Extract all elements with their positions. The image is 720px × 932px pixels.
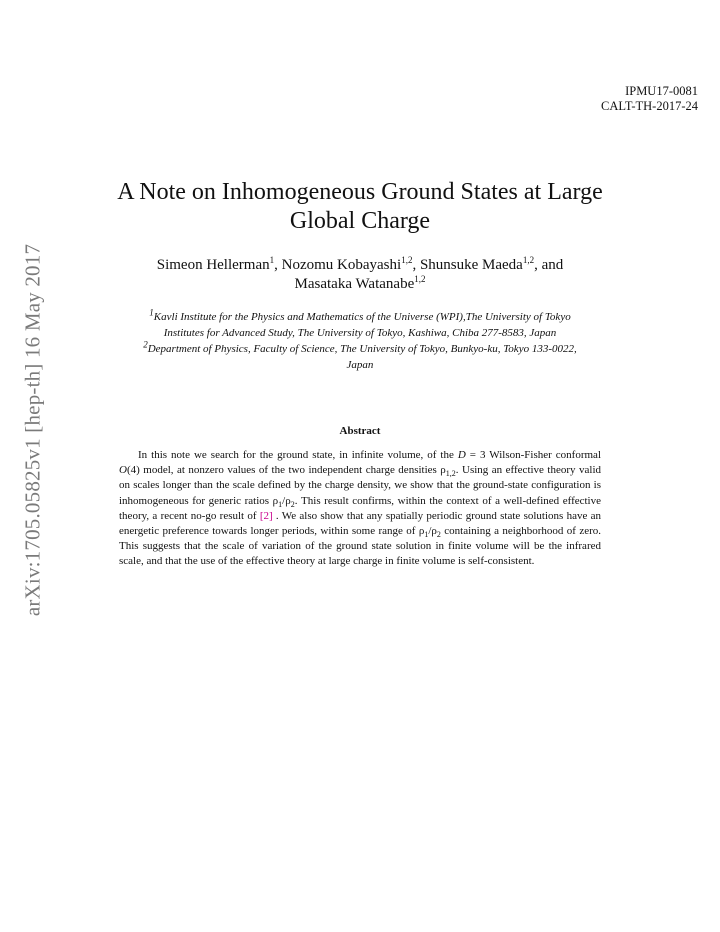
report-numbers	[601, 84, 698, 114]
affiliation-line	[60, 325, 660, 341]
abstract-text: = 3 Wilson-Fisher conformal	[465, 449, 601, 461]
math-symbol: ρ	[272, 494, 279, 507]
author-name: Simeon Hellerman	[156, 257, 270, 273]
paper-title	[0, 178, 720, 236]
author-line: Simeon Hellerman$^1$, Nozomu Kobayashi$^{1,2}$, Shunsuke Maeda$^{1,2}$, and	[156, 255, 564, 273]
math-subscript: 2	[290, 499, 295, 509]
report-number: IPMU17-0081	[625, 84, 698, 98]
affiliation-text: Institutes for Advanced Study, The University of Tokyo, Kashiwa, Chiba 277-8583, Japan	[163, 327, 557, 339]
math-symbol: D	[457, 449, 466, 461]
abstract-heading: Abstract	[339, 425, 381, 437]
affiliation-line	[60, 357, 660, 373]
math-symbol: ρ	[418, 525, 425, 538]
abstract-text: . We also show that any spatially periodic ground state solutions have an energetic preference towards longer periods, within some range of	[119, 509, 601, 538]
math-symbol: /	[428, 525, 432, 538]
abstract-text: . Using an effective theory valid on scales longer than the scale defined by the charge density, we show that the ground-state configuration is inhomogeneous for generic ratios	[119, 464, 601, 507]
abstract-text: containing a neighborhood of zero. This suggests that the scale of variation of the ground state solution in finite volume will be the infrared scale, and that the use of the effective theory at large charge in finite volume is self-consistent.	[119, 525, 601, 568]
affiliation-line	[60, 341, 660, 357]
math-subscript: 1,2	[445, 469, 456, 479]
abstract-text: . This result confirms, within the context of a well-defined effective theory, a recent no-go result of	[119, 494, 601, 522]
math-subscript: 2	[436, 530, 441, 540]
author-line	[0, 275, 720, 294]
author-name: Masataka Watanabe	[294, 276, 415, 292]
math-subscript: 1	[424, 530, 429, 540]
affiliation-text: Department of Physics, Faculty of Science, The University of Tokyo, Bunkyo-ku, Tokyo 133-0022,	[147, 343, 577, 355]
affiliation-text: Japan	[346, 359, 374, 371]
math-symbol: ρ	[431, 525, 437, 538]
citation-link[interactable]: [2]	[259, 509, 273, 522]
affiliation-text: Kavli Institute for the Physics and Mathematics of the Universe (WPI),The University of Tokyo	[153, 311, 571, 323]
affiliation-line	[60, 309, 660, 325]
author-affiliation-mark: 1,2	[401, 255, 413, 265]
affiliations	[60, 309, 660, 373]
arxiv-identifier: arXiv:1705.05825v1 [hep-th] 16 May 2017	[20, 243, 45, 617]
author-affiliation-mark: 1,2	[522, 255, 535, 265]
affiliation-mark: 1	[149, 307, 154, 318]
math-symbol: O	[119, 464, 127, 477]
author-affiliation-mark: 1,2	[414, 274, 426, 284]
title-line: Global Charge	[289, 208, 431, 234]
math-symbol: /	[282, 494, 286, 507]
math-subscript: 1	[278, 499, 283, 509]
abstract-text: (4) model, at nonzero values of the two independent charge densities	[126, 464, 441, 477]
author-list	[0, 256, 720, 294]
abstract-body	[119, 448, 601, 570]
author-conjunction: and	[541, 257, 564, 273]
author-name: Nozomu Kobayashi	[281, 257, 402, 273]
report-number: CALT-TH-2017-24	[601, 99, 698, 113]
math-symbol: ρ	[440, 464, 446, 477]
abstract-text: In this note we search for the ground state, in infinite volume, of the	[138, 449, 458, 461]
author-name: Shunsuke Maeda	[419, 257, 523, 273]
title-line: A Note on Inhomogeneous Ground States at Large	[117, 179, 603, 205]
math-symbol: ρ	[285, 494, 291, 507]
affiliation-mark: 2	[143, 339, 148, 350]
author-affiliation-mark: 1	[269, 255, 275, 265]
